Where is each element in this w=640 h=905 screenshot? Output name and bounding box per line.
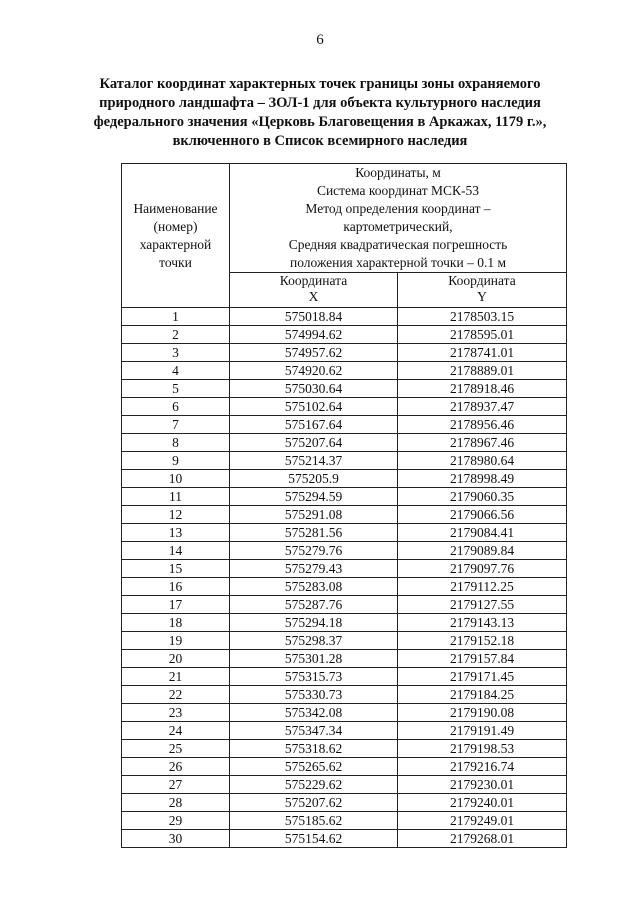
header-line: положения характерной точки – 0.1 м — [290, 255, 507, 270]
x-coordinate-cell: 575205.9 — [230, 470, 398, 488]
x-coordinate-cell: 575018.84 — [230, 308, 398, 326]
y-coordinate-cell: 2179198.53 — [398, 740, 567, 758]
header-line: X — [308, 289, 319, 304]
table-row — [122, 776, 567, 794]
point-number-cell: 14 — [122, 542, 230, 560]
table-row — [122, 686, 567, 704]
x-coordinate-cell: 575281.56 — [230, 524, 398, 542]
y-coordinate-cell: 2178741.01 — [398, 344, 567, 362]
table-row — [122, 668, 567, 686]
y-coordinate-cell: 2179230.01 — [398, 776, 567, 794]
y-coordinate-cell: 2179190.08 — [398, 704, 567, 722]
header-line: Координаты, м — [355, 165, 441, 180]
table-row — [122, 830, 567, 848]
y-coordinate-cell: 2179240.01 — [398, 794, 567, 812]
header-line: (номер) — [153, 218, 198, 234]
point-number-cell: 13 — [122, 524, 230, 542]
y-coordinate-cell: 2179112.25 — [398, 578, 567, 596]
x-coordinate-cell: 575185.62 — [230, 812, 398, 830]
point-number-cell: 7 — [122, 416, 230, 434]
y-coordinate-cell: 2179066.56 — [398, 506, 567, 524]
table-row — [122, 758, 567, 776]
y-coordinate-cell: 2179060.35 — [398, 488, 567, 506]
table-row — [122, 326, 567, 344]
y-coordinate-cell: 2178967.46 — [398, 434, 567, 452]
y-coordinate-header — [398, 273, 567, 308]
point-number-cell: 24 — [122, 722, 230, 740]
point-number-cell: 2 — [122, 326, 230, 344]
header-line: Средняя квадратическая погрешность — [288, 237, 508, 252]
point-number-cell: 27 — [122, 776, 230, 794]
x-coordinate-cell: 575229.62 — [230, 776, 398, 794]
point-number-cell: 3 — [122, 344, 230, 362]
table-row — [122, 416, 567, 434]
point-number-cell: 18 — [122, 614, 230, 632]
point-number-cell: 16 — [122, 578, 230, 596]
y-coordinate-cell: 2179127.55 — [398, 596, 567, 614]
x-coordinate-cell: 574994.62 — [230, 326, 398, 344]
x-coordinate-cell: 575301.28 — [230, 650, 398, 668]
point-number-cell: 23 — [122, 704, 230, 722]
header-line: Координата — [279, 273, 348, 288]
point-number-cell: 15 — [122, 560, 230, 578]
y-coordinate-cell: 2179184.25 — [398, 686, 567, 704]
x-coordinate-cell: 575167.64 — [230, 416, 398, 434]
point-number-cell: 6 — [122, 398, 230, 416]
header-line: Координата — [448, 273, 516, 288]
table-body — [122, 308, 567, 848]
table-row — [122, 488, 567, 506]
point-number-cell: 5 — [122, 380, 230, 398]
document-title — [60, 75, 580, 151]
x-coordinate-cell: 575207.64 — [230, 434, 398, 452]
point-number-cell: 26 — [122, 758, 230, 776]
x-coordinate-cell: 575279.76 — [230, 542, 398, 560]
y-coordinate-cell: 2179152.18 — [398, 632, 567, 650]
x-coordinate-cell: 575214.37 — [230, 452, 398, 470]
x-coordinate-cell: 575291.08 — [230, 506, 398, 524]
x-coordinate-cell: 575287.76 — [230, 596, 398, 614]
table-row — [122, 524, 567, 542]
title-line: включенного в Список всемирного наследия — [172, 133, 468, 149]
x-coordinate-cell: 574957.62 — [230, 344, 398, 362]
point-number-cell: 9 — [122, 452, 230, 470]
y-coordinate-cell: 2179191.49 — [398, 722, 567, 740]
x-coordinate-cell: 575318.62 — [230, 740, 398, 758]
table-row — [122, 722, 567, 740]
x-coordinate-cell: 575315.73 — [230, 668, 398, 686]
x-coordinate-cell: 575265.62 — [230, 758, 398, 776]
header-line: картометрический, — [343, 219, 453, 234]
coordinates-header — [230, 164, 567, 273]
title-line: природного ландшафта – ЗОЛ-1 для объекта культурного наследия — [99, 95, 541, 111]
x-coordinate-cell: 575298.37 — [230, 632, 398, 650]
point-number-cell: 25 — [122, 740, 230, 758]
table-row — [122, 542, 567, 560]
table-row — [122, 380, 567, 398]
table-row — [122, 434, 567, 452]
y-coordinate-cell: 2179157.84 — [398, 650, 567, 668]
y-coordinate-cell: 2178918.46 — [398, 380, 567, 398]
table-row — [122, 452, 567, 470]
header-line: Y — [477, 289, 487, 304]
y-coordinate-cell: 2179249.01 — [398, 812, 567, 830]
y-coordinate-cell: 2178937.47 — [398, 398, 567, 416]
y-coordinate-cell: 2179143.13 — [398, 614, 567, 632]
point-number-cell: 20 — [122, 650, 230, 668]
x-coordinate-cell: 575294.59 — [230, 488, 398, 506]
y-coordinate-cell: 2178595.01 — [398, 326, 567, 344]
x-coordinate-cell: 575330.73 — [230, 686, 398, 704]
y-coordinate-cell: 2178980.64 — [398, 452, 567, 470]
point-number-cell: 12 — [122, 506, 230, 524]
point-number-cell: 22 — [122, 686, 230, 704]
x-coordinate-cell: 575279.43 — [230, 560, 398, 578]
x-coordinate-cell: 575102.64 — [230, 398, 398, 416]
y-coordinate-cell: 2179084.41 — [398, 524, 567, 542]
point-number-cell: 30 — [122, 830, 230, 848]
point-number-cell: 11 — [122, 488, 230, 506]
table-row — [122, 308, 567, 326]
table-row — [122, 560, 567, 578]
x-coordinate-cell: 575030.64 — [230, 380, 398, 398]
point-number-cell: 28 — [122, 794, 230, 812]
header-line: точки — [159, 254, 192, 270]
table-row — [122, 398, 567, 416]
coordinates-table — [121, 163, 567, 848]
page-number: 6 — [316, 32, 324, 48]
title-line: Каталог координат характерных точек границы зоны охраняемого — [99, 76, 541, 92]
y-coordinate-cell: 2178956.46 — [398, 416, 567, 434]
y-coordinate-cell: 2179089.84 — [398, 542, 567, 560]
table-row — [122, 344, 567, 362]
header-line: Система координат МСК-53 — [316, 183, 480, 198]
y-coordinate-cell: 2178889.01 — [398, 362, 567, 380]
point-number-cell: 19 — [122, 632, 230, 650]
y-coordinate-cell: 2178503.15 — [398, 308, 567, 326]
x-coordinate-cell: 575294.18 — [230, 614, 398, 632]
x-coordinate-header — [230, 273, 398, 308]
x-coordinate-cell: 575207.62 — [230, 794, 398, 812]
table-row — [122, 812, 567, 830]
point-number-cell: 21 — [122, 668, 230, 686]
table-row — [122, 632, 567, 650]
table-row — [122, 794, 567, 812]
table-header — [122, 164, 567, 308]
header-line: характерной — [139, 236, 212, 252]
x-coordinate-cell: 575342.08 — [230, 704, 398, 722]
point-number-cell: 1 — [122, 308, 230, 326]
x-coordinate-cell: 575283.08 — [230, 578, 398, 596]
table-row — [122, 470, 567, 488]
title-line: федерального значения «Церковь Благовещения в Аркажах, 1179 г.», — [93, 114, 547, 130]
x-coordinate-cell: 575347.34 — [230, 722, 398, 740]
x-coordinate-cell: 575154.62 — [230, 830, 398, 848]
table-row — [122, 362, 567, 380]
y-coordinate-cell: 2178998.49 — [398, 470, 567, 488]
point-number-cell: 8 — [122, 434, 230, 452]
y-coordinate-cell: 2179171.45 — [398, 668, 567, 686]
table-row — [122, 506, 567, 524]
y-coordinate-cell: 2179216.74 — [398, 758, 567, 776]
x-coordinate-cell: 574920.62 — [230, 362, 398, 380]
point-number-cell: 10 — [122, 470, 230, 488]
point-name-header — [122, 164, 230, 308]
point-number-cell: 4 — [122, 362, 230, 380]
header-line: Метод определения координат – — [305, 201, 491, 216]
header-line: Наименование — [133, 200, 218, 216]
table-row — [122, 578, 567, 596]
table-row — [122, 740, 567, 758]
point-number-cell: 17 — [122, 596, 230, 614]
y-coordinate-cell: 2179268.01 — [398, 830, 567, 848]
table-row — [122, 650, 567, 668]
table-row — [122, 614, 567, 632]
y-coordinate-cell: 2179097.76 — [398, 560, 567, 578]
table-row — [122, 596, 567, 614]
table-row — [122, 704, 567, 722]
point-number-cell: 29 — [122, 812, 230, 830]
